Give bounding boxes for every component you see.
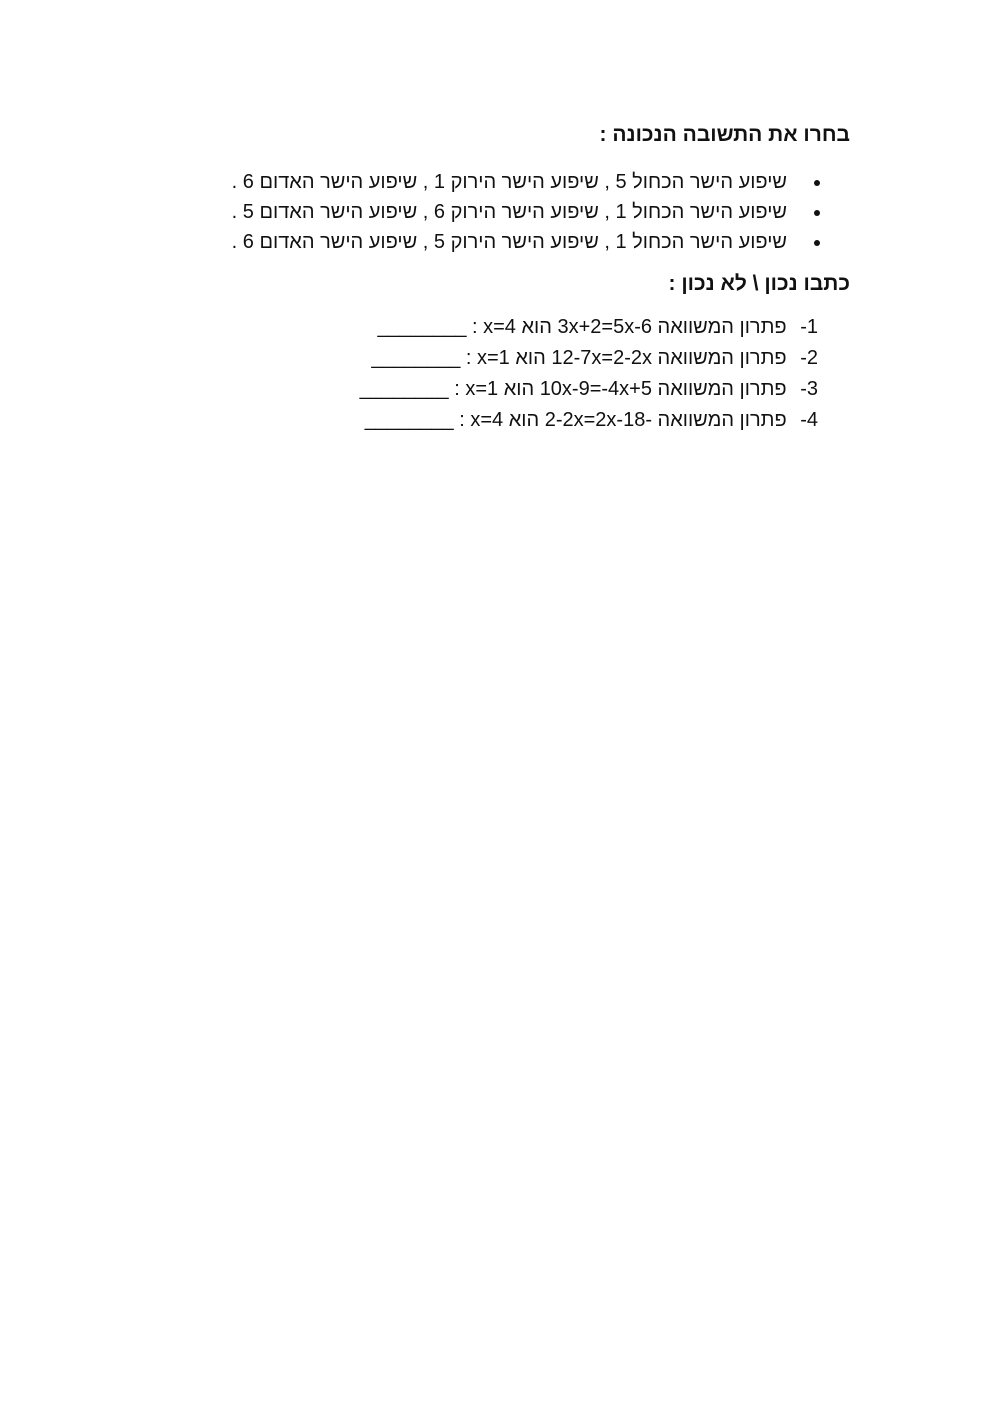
item-text: פתרון המשוואה -2-2x=2x-18 הוא x=4 : ________ bbox=[364, 409, 787, 431]
choice-option-text: שיפוע הישר הכחול 5 , שיפוע הישר הירוק 1 , שיפוע הישר האדום 6 . bbox=[231, 171, 787, 193]
item-text: פתרון המשוואה 3x+2=5x-6 הוא x=4 : ________ bbox=[377, 316, 787, 338]
choice-option-3[interactable] bbox=[232, 230, 820, 260]
true-false-item-4 bbox=[360, 408, 820, 439]
item-number: 3- bbox=[800, 378, 818, 400]
item-number: 4- bbox=[800, 409, 818, 431]
choice-option-1[interactable] bbox=[232, 170, 820, 200]
bullet-icon bbox=[814, 210, 820, 216]
choice-option-text: שיפוע הישר הכחול 1 , שיפוע הישר הירוק 5 , שיפוע הישר האדום 6 . bbox=[231, 231, 787, 253]
choice-option-2[interactable] bbox=[232, 200, 820, 230]
item-number: 2- bbox=[800, 347, 818, 369]
item-number: 1- bbox=[800, 316, 818, 338]
item-text: פתרון המשוואה 12-7x=2-2x הוא x=1 : ________ bbox=[371, 347, 787, 369]
choice-option-text: שיפוע הישר הכחול 1 , שיפוע הישר הירוק 6 , שיפוע הישר האדום 5 . bbox=[231, 201, 787, 223]
true-false-item-1 bbox=[360, 315, 820, 346]
multiple-choice-list bbox=[232, 170, 820, 260]
true-false-item-2 bbox=[360, 346, 820, 377]
bullet-icon bbox=[814, 180, 820, 186]
item-text: פתרון המשוואה 10x-9=-4x+5 הוא x=1 : ________ bbox=[359, 378, 787, 400]
section-2-title: כתבו נכון \ לא נכון : bbox=[668, 272, 850, 295]
section-1-title: בחרו את התשובה הנכונה : bbox=[599, 123, 850, 146]
bullet-icon bbox=[814, 240, 820, 246]
true-false-item-3 bbox=[360, 377, 820, 408]
true-false-list bbox=[360, 315, 820, 439]
